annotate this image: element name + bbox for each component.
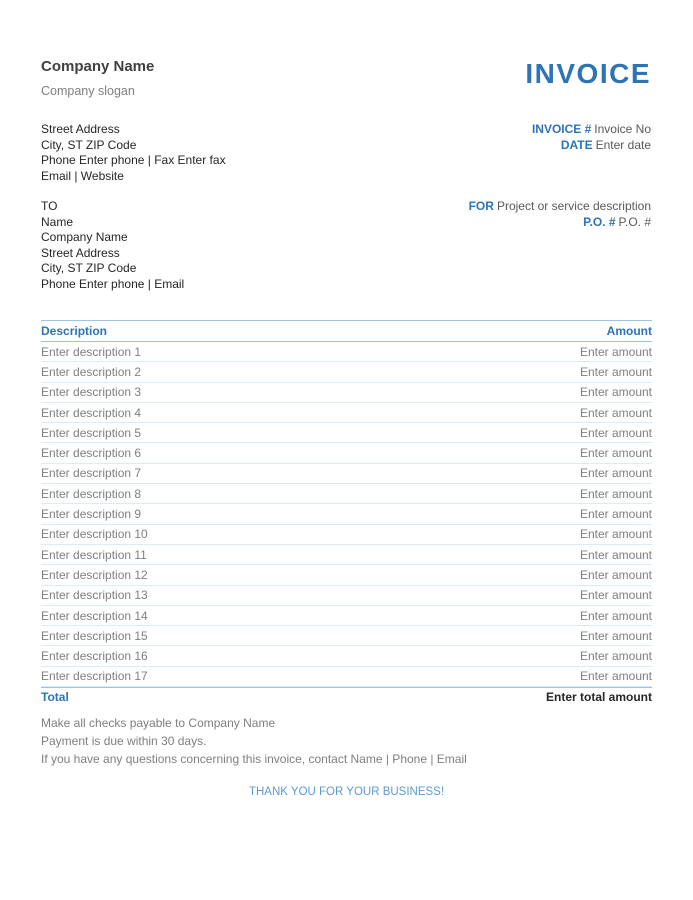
table-row [41, 565, 652, 585]
row-amount: Enter amount [579, 669, 652, 684]
row-description: Enter description 6 [41, 446, 142, 461]
table-row [41, 545, 652, 565]
recipient-to-label: TO [41, 199, 58, 213]
invoice-date-value: Enter date [595, 138, 651, 152]
row-description: Enter description 17 [41, 669, 148, 684]
project-field [469, 199, 651, 215]
row-description: Enter description 11 [41, 547, 147, 562]
recipient-address [41, 199, 184, 292]
row-amount: Enter amount [579, 486, 652, 501]
invoice-number-field [532, 122, 651, 138]
sender-phone-fax: Phone Enter phone | Fax Enter fax [41, 153, 226, 167]
row-description: Enter description 10 [41, 527, 148, 542]
payment-note-checks: Make all checks payable to Company Name [41, 716, 276, 730]
recipient-city: City, ST ZIP Code [41, 261, 137, 275]
row-description: Enter description 2 [41, 364, 142, 379]
row-description: Enter description 3 [41, 385, 142, 400]
table-row [41, 403, 652, 423]
table-row [41, 464, 652, 484]
table-row [41, 484, 652, 504]
row-description: Enter description 12 [41, 567, 148, 582]
row-amount: Enter amount [579, 385, 652, 400]
recipient-name: Name [41, 214, 74, 229]
table-header [41, 320, 652, 342]
invoice-date-label: DATE [560, 138, 593, 152]
table-row [41, 525, 652, 545]
po-field [583, 215, 651, 231]
row-description: Enter description 14 [41, 608, 148, 623]
thank-you-message: THANK YOU FOR YOUR BUSINESS! [248, 786, 445, 798]
row-description: Enter description 7 [41, 466, 142, 481]
row-amount: Enter amount [579, 547, 652, 562]
row-amount: Enter amount [579, 405, 652, 420]
row-description: Enter description 15 [41, 628, 148, 643]
invoice-number-value: Invoice No [594, 122, 651, 136]
table-row [41, 606, 652, 626]
sender-city: City, ST ZIP Code [41, 137, 137, 152]
table-total-row [41, 687, 652, 706]
row-description: Enter description 16 [41, 649, 148, 664]
table-row [41, 342, 652, 362]
project-label: FOR [468, 199, 494, 213]
company-name: Company Name [41, 58, 155, 75]
table-row [41, 667, 652, 687]
table-body [41, 342, 652, 687]
row-amount: Enter amount [579, 425, 652, 440]
row-amount: Enter amount [579, 527, 652, 542]
row-amount: Enter amount [579, 364, 652, 379]
table-row [41, 586, 652, 606]
line-items-table [41, 320, 652, 706]
table-row [41, 423, 652, 443]
row-description: Enter description 5 [41, 425, 142, 440]
invoice-number-label: INVOICE # [531, 122, 592, 136]
invoice-date-field [561, 138, 651, 154]
row-description: Enter description 1 [41, 344, 142, 359]
row-amount: Enter amount [579, 628, 652, 643]
table-row [41, 504, 652, 524]
sender-street: Street Address [41, 122, 120, 136]
recipient-company: Company Name [41, 230, 128, 244]
row-amount: Enter amount [579, 446, 652, 461]
description-column-header: Description [41, 324, 108, 338]
payment-note-contact: If you have any questions concerning this invoice, contact Name | Phone | Email [41, 752, 467, 766]
company-slogan: Company slogan [41, 84, 135, 98]
recipient-street: Street Address [41, 245, 120, 260]
payment-note-due: Payment is due within 30 days. [41, 734, 207, 748]
row-amount: Enter amount [579, 567, 652, 582]
payment-notes [41, 714, 467, 768]
total-label: Total [41, 690, 69, 705]
row-amount: Enter amount [579, 344, 652, 359]
row-description: Enter description 4 [41, 405, 142, 420]
po-value: P.O. # [618, 215, 651, 229]
row-description: Enter description 9 [41, 507, 142, 522]
sender-email-web: Email | Website [41, 168, 124, 183]
row-description: Enter description 8 [41, 486, 142, 501]
table-row [41, 383, 652, 403]
row-amount: Enter amount [579, 507, 652, 522]
table-row [41, 443, 652, 463]
row-amount: Enter amount [579, 608, 652, 623]
table-row [41, 646, 652, 666]
table-row [41, 362, 652, 382]
row-amount: Enter amount [579, 466, 652, 481]
total-value: Enter total amount [545, 690, 652, 705]
sender-address [41, 122, 226, 184]
row-description: Enter description 13 [41, 588, 148, 603]
project-value: Project or service description [496, 199, 651, 213]
row-amount: Enter amount [579, 649, 652, 664]
invoice-title: INVOICE [525, 58, 651, 89]
table-row [41, 626, 652, 646]
row-amount: Enter amount [579, 588, 652, 603]
amount-column-header: Amount [606, 324, 652, 338]
recipient-phone-email: Phone Enter phone | Email [41, 276, 185, 291]
po-label: P.O. # [583, 215, 616, 229]
